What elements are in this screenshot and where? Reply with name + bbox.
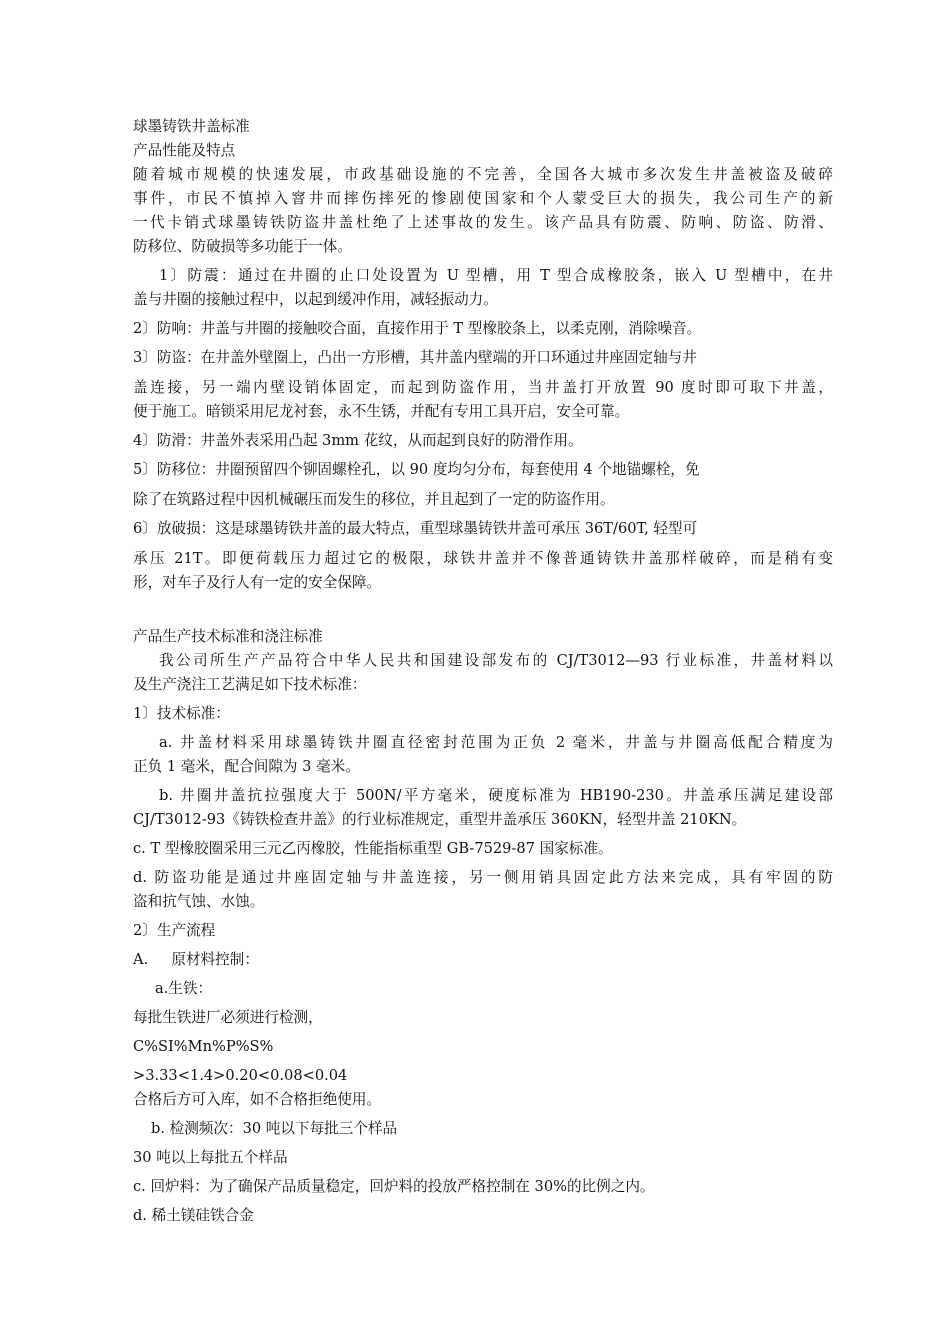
standards-intro [133,649,833,697]
text-line: a. 井盖材料采用球墨铸铁井圈直径密封范围为正负 2 毫米，井盖与井圈高低配合精度为 [159,734,833,751]
tech-item-c: c. T 型橡胶圈采用三元乙丙橡胶，性能指标重型 GB-7529-87 国家标准。 [133,840,613,857]
text-line: CJ/T3012-93《铸铁检查井盖》的行业标准规定，重型井盖承压 360KN，轻型井盖 210KN。 [133,811,747,828]
tech-item-a [133,731,833,779]
feature-antitheft [133,346,833,424]
text-line: 随着城市规模的快速发展，市政基础设施的不完善，全国各大城市多次发生井盖被盗及破碎 [133,166,833,183]
feature-antislip: 4〕防滑：井盖外表采用凸起 3mm 花纹，从而起到良好的防滑作用。 [133,432,583,449]
flow-sampling-frequency: b. 检测频次：30 吨以下每批三个样品 [151,1120,398,1137]
intro-paragraph [133,163,833,259]
tech-standards-title: 1〕技术标准： [133,705,230,722]
text-line: 盗和抗气蚀、水蚀。 [133,893,265,910]
text-line: 形，对车子及行人有一定的安全保障。 [133,574,382,591]
section-spacer [133,595,833,625]
text-line: 我公司所生产产品符合中华人民共和国建设部发布的 CJ/T3012—93 行业标准，井盖材料以 [159,652,833,669]
text-line: 事件，市民不慎掉入窨井而摔伤摔死的惨剧使国家和个人蒙受巨大的损失，我公司生产的新 [133,190,833,207]
tech-item-d [133,866,833,914]
document-page [133,115,833,1228]
text-line: 及生产浇注工艺满足如下技术标准： [133,676,367,693]
flow-recycled-material: c. 回炉料：为了确保产品质量稳定，回炉料的投放严格控制在 30%的比例之内。 [133,1178,655,1195]
text-line: 正负 1 毫米，配合间隙为 3 毫米。 [133,758,360,775]
text-line: 便于施工。暗锁采用尼龙衬套，永不生锈，并配有专用工具开启，安全可靠。 [133,403,630,420]
text-line: 3〕防盗：在井盖外壁圈上，凸出一方形槽，其井盖内壁端的开口环通过井座固定轴与井 [133,349,697,366]
flow-pig-iron-check: 每批生铁进厂必须进行检测， [133,1009,323,1026]
flow-pig-iron: a.生铁： [155,980,213,997]
feature-antidisplacement [133,458,833,512]
text-line: 一代卡销式球墨铸铁防盗井盖杜绝了上述事故的发生。该产品具有防震、防响、防盗、防滑、 [133,214,833,231]
feature-antibreakage [133,517,833,595]
flow-element-values: >3.33<1.4>0.20<0.08<0.04 [133,1067,348,1084]
text-line: 1〕防震：通过在井圈的止口处设置为 U 型槽，用 T 型合成橡胶条，嵌入 U 型槽中，在井 [159,267,833,284]
tech-item-b [133,784,833,832]
text-line: b. 井圈井盖抗拉强度大于 500N/平方毫米，硬度标准为 HB190-230。井盖承压满足建设部 [159,787,833,804]
section-heading-performance: 产品性能及特点 [133,142,236,159]
text-line: 防移位、防破损等多功能于一体。 [133,238,352,255]
text-line: 6〕放破损：这是球墨铸铁井盖的最大特点，重型球墨铸铁井盖可承压 36T/60T, 轻型可 [133,520,698,537]
production-flow-title: 2〕生产流程 [133,922,216,939]
text-line: 除了在筑路过程中因机械碾压而发生的移位，并且起到了一定的防盗作用。 [133,491,615,508]
section-heading-standards: 产品生产技术标准和浇注标准 [133,628,323,645]
text-line: d. 防盗功能是通过井座固定轴与井盖连接，另一侧用销具固定此方法来完成，具有牢固的防 [133,869,833,886]
flow-acceptance: 合格后方可入库，如不合格拒绝使用。 [133,1091,382,1108]
text-line: 盖与井圈的接触过程中，以起到缓冲作用，减轻振动力。 [133,291,498,308]
flow-sampling-large: 30 吨以上每批五个样品 [133,1149,288,1166]
feature-noiseproof: 2〕防响：井盖与井圈的接触咬合面，直接作用于 T 型橡胶条上，以柔克刚，消除噪音。 [133,320,702,337]
document-title: 球墨铸铁井盖标准 [133,118,250,135]
text-line: 5〕防移位：井圈预留四个铆固螺栓孔，以 90 度均匀分布，每套使用 4 个地锚螺栓，免 [133,461,700,478]
flow-element-header: C%SI%Mn%P%S% [133,1038,274,1055]
flow-rare-earth-alloy: d. 稀土镁硅铁合金 [133,1207,254,1224]
feature-shockproof [133,264,833,312]
text-line: 承压 21T。即便荷载压力超过它的极限，球铁井盖并不像普通铸铁井盖那样破碎，而是稍有变 [133,550,833,567]
text-line: 盖连接，另一端内壁设销体固定，而起到防盗作用，当井盖打开放置 90 度时即可取下井盖， [133,379,833,396]
flow-raw-material: A. 原材料控制： [133,951,259,968]
